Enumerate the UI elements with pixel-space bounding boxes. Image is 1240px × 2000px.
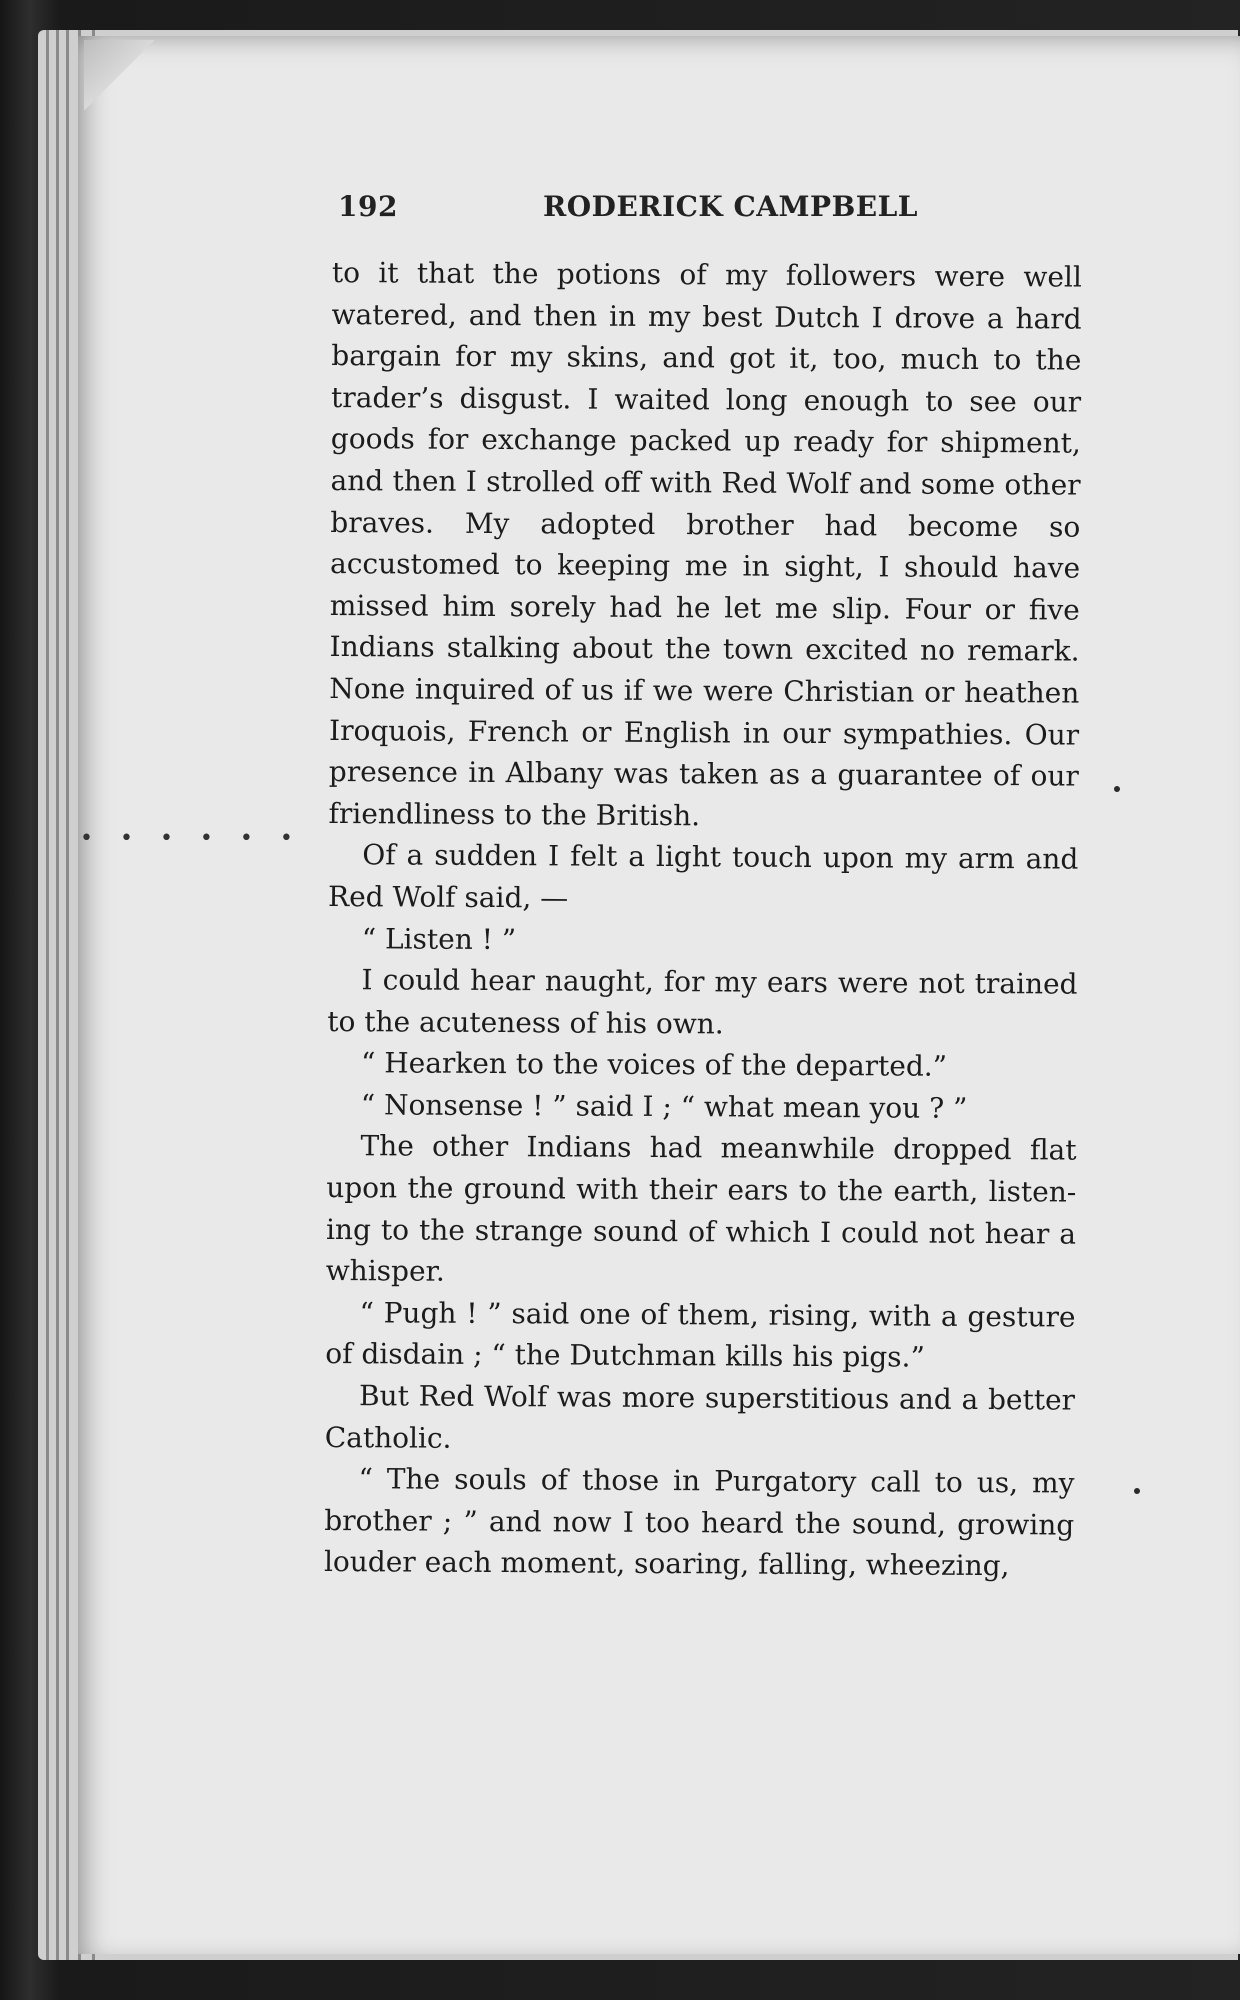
paragraph: “ Nonsense ! ” said I ; “ what mean you ? ” bbox=[360, 1088, 968, 1125]
paragraph: “ Hearken to the voices of the departed.” bbox=[360, 1046, 948, 1084]
paragraph: “ Pugh ! ” said one of them, rising, with a gesture of disdain ; “ the Dutchman kills his pigs.” bbox=[325, 1296, 1076, 1375]
body-text bbox=[324, 252, 1082, 1588]
stray-ink-dot bbox=[1114, 786, 1120, 792]
paragraph: I could hear naught, for my ears were not trained to the acuteness of his own. bbox=[327, 963, 1078, 1041]
folded-corner bbox=[84, 40, 154, 110]
paragraph: “ The souls of those in Purgatory call to us, my brother ; ” and now I too heard the sound, growing louder each moment, soaring, falling, wheezing, bbox=[323, 1462, 1075, 1583]
paragraph: “ Listen ! ” bbox=[361, 921, 517, 956]
paragraph: But Red Wolf was more superstitious and a better Catholic. bbox=[324, 1379, 1076, 1455]
paragraph: The other Indians had meanwhile dropped flat upon the ground with their ears to the earth, listening to the strange sound of which I could not hear a whisper. bbox=[325, 1129, 1077, 1288]
page-number: 192 bbox=[338, 190, 398, 223]
page-edge-line bbox=[46, 30, 49, 1960]
paragraph: Of a sudden I felt a light touch upon my arm and Red Wolf said, — bbox=[327, 838, 1079, 915]
stray-ink-dot bbox=[1134, 1488, 1140, 1494]
running-head: RODERICK CAMPBELL bbox=[543, 190, 918, 223]
page-edge-line bbox=[66, 30, 69, 1960]
margin-dots: • • • • • • bbox=[80, 826, 303, 851]
page-edge-line bbox=[56, 30, 59, 1960]
paragraph: to it that the potions of my followers were well watered, and then in my best Dutch I drove a hard bargain for my skins, and got it, too, much to the trader’s disgust. I waited long enough to see our goods for exchange packed up ready for shipment, and then I strolled off with Red Wolf and some other braves. My adopted brother had become so accustomed to keeping me in sight, I should have missed him sorely had he let me slip. Four or five Indians stalking about the town excited no remark. None inquired of us if we were Christian or heathen Iroquois, French or English in our sympathies. Our presence in Albany was taken as a guarantee of our friendliness to the British. bbox=[328, 255, 1082, 832]
